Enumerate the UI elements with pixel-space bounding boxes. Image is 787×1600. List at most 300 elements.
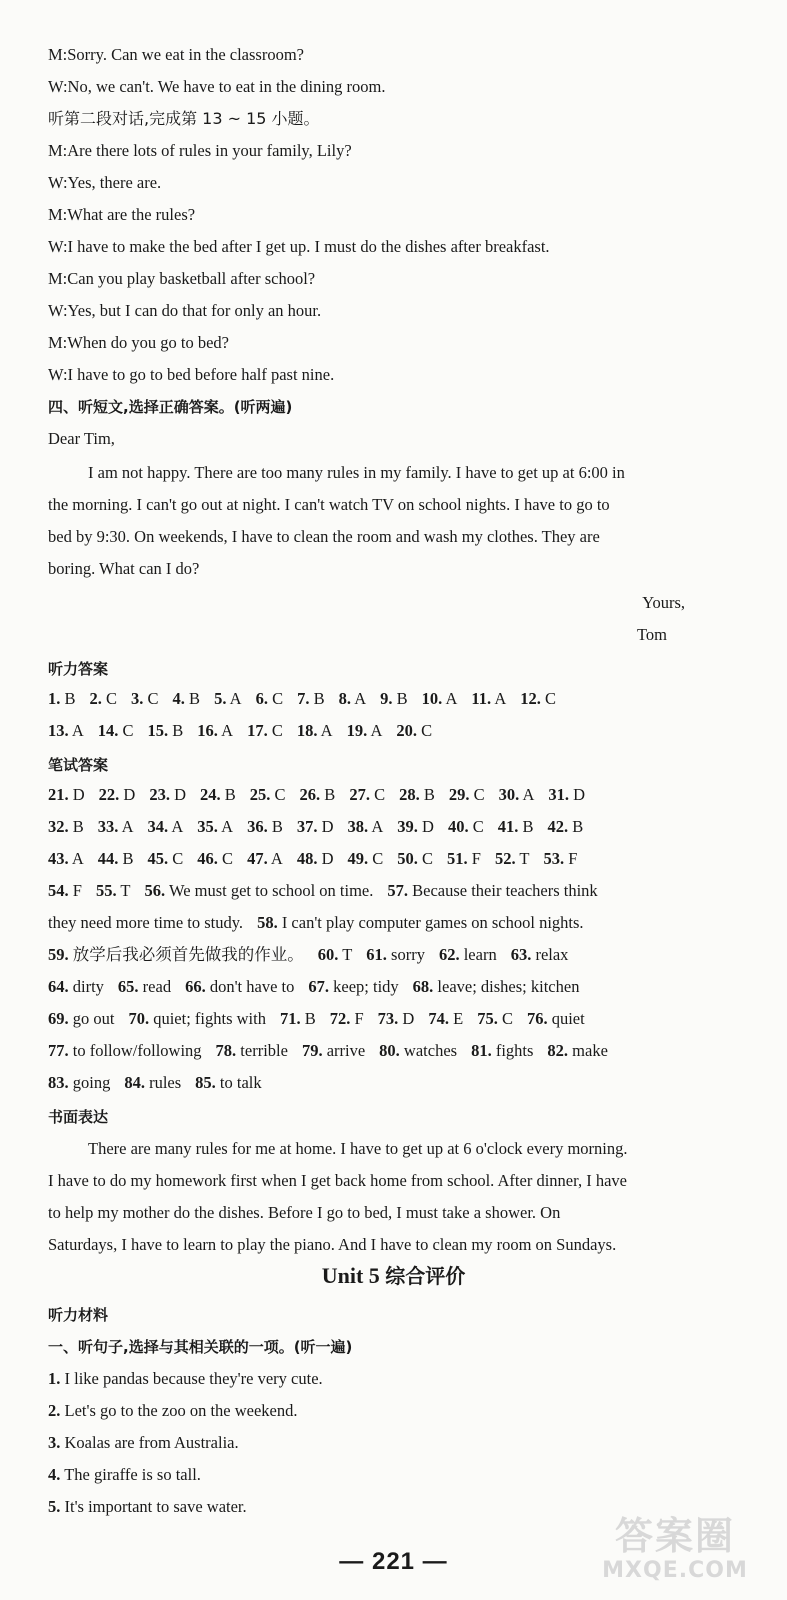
- answer-value: sorry: [391, 945, 425, 964]
- answer-value: D: [402, 1009, 415, 1028]
- answer-item: [413, 976, 580, 998]
- letter-salutation: Dear Tim,: [48, 429, 115, 448]
- answer-item: [439, 944, 497, 966]
- answer-value: D: [321, 817, 334, 836]
- answer-value: C: [421, 721, 433, 740]
- sentence-number: 3.: [48, 1433, 61, 1452]
- answer-value: B: [304, 1009, 316, 1028]
- answer-value: dirty: [72, 977, 104, 996]
- answer-number: 17.: [247, 721, 268, 740]
- answer-item: [297, 816, 334, 838]
- answer-item: [318, 944, 353, 966]
- answer-value: A: [522, 785, 535, 804]
- answer-number: 60.: [317, 945, 339, 964]
- answer-value: B: [271, 817, 283, 836]
- answer-number: 36.: [247, 817, 268, 836]
- letter-body-line: I am not happy. There are too many rules in my family. I have to get up at 6:00 in: [88, 463, 625, 482]
- letter-body-line: bed by 9:30. On weekends, I have to clean the room and wash my clothes. They are: [48, 527, 600, 546]
- answer-value: read: [142, 977, 172, 996]
- dialogue-line: W:No, we can't. We have to eat in the dining room.: [48, 77, 386, 96]
- answer-number: 64.: [48, 977, 69, 996]
- answer-value: F: [568, 849, 578, 868]
- written-answers-heading: 笔试答案: [48, 756, 109, 774]
- answer-value: C: [147, 689, 159, 708]
- answer-number: 82.: [547, 1041, 569, 1060]
- answer-item: [48, 848, 84, 870]
- answer-number: 78.: [215, 1041, 237, 1060]
- sentence-text: I like pandas because they're very cute.: [64, 1369, 323, 1388]
- answer-item: [197, 720, 233, 742]
- answer-number: 39.: [397, 817, 418, 836]
- answer-number: 40.: [447, 817, 469, 836]
- answer-item: [499, 784, 535, 806]
- answer-value: C: [274, 785, 286, 804]
- answer-item: [99, 784, 136, 806]
- answer-value: B: [396, 689, 408, 708]
- answer-item: [195, 1072, 261, 1094]
- answer-value: B: [224, 785, 236, 804]
- answer-item: [547, 816, 583, 838]
- answer-item: [498, 816, 534, 838]
- answer-number: 6.: [255, 689, 268, 708]
- answer-number: 62.: [438, 945, 460, 964]
- answer-item: [250, 784, 286, 806]
- answer-item: [48, 976, 104, 998]
- answer-number: 3.: [131, 689, 144, 708]
- answer-item: [330, 1008, 364, 1030]
- answer-item: [148, 848, 184, 870]
- sentence-text: It's important to save water.: [64, 1497, 247, 1516]
- answer-number: 19.: [346, 721, 368, 740]
- answer-value: Because their teachers think: [412, 881, 598, 900]
- answer-item: [422, 688, 458, 710]
- answer-item: [247, 720, 283, 742]
- answer-value: go out: [72, 1009, 115, 1028]
- answer-value: to follow/following: [72, 1041, 202, 1060]
- answer-value: B: [172, 721, 184, 740]
- answer-item: [366, 944, 425, 966]
- answer-value: C: [372, 849, 384, 868]
- answer-value: keep; tidy: [333, 977, 399, 996]
- answer-value: A: [71, 849, 84, 868]
- answer-number: 71.: [279, 1009, 301, 1028]
- answer-number: 53.: [543, 849, 565, 868]
- answer-item: [48, 880, 82, 902]
- answer-item: [520, 688, 556, 710]
- answer-number: 34.: [147, 817, 169, 836]
- answer-value: A: [171, 817, 184, 836]
- answer-number: 75.: [477, 1009, 498, 1028]
- answer-number: 85.: [195, 1073, 216, 1092]
- answer-item: [471, 1040, 533, 1062]
- sentence-number: 1.: [48, 1369, 61, 1388]
- unit-title-en: Unit 5: [321, 1263, 380, 1288]
- answer-number: 83.: [48, 1073, 69, 1092]
- answer-number: 81.: [471, 1041, 492, 1060]
- dialogue-line: W:I have to make the bed after I get up. I must do the dishes after breakfast.: [48, 237, 550, 256]
- answer-value: F: [354, 1009, 364, 1028]
- answer-number: 7.: [297, 689, 310, 708]
- answer-item: [447, 848, 481, 870]
- answer-item: [300, 784, 336, 806]
- answer-number: 70.: [128, 1009, 150, 1028]
- answer-value: learn: [463, 945, 497, 964]
- answer-number: 84.: [124, 1073, 145, 1092]
- answer-value: F: [471, 849, 481, 868]
- answer-value: going: [72, 1073, 111, 1092]
- answer-number: 27.: [349, 785, 370, 804]
- answer-item: [48, 784, 85, 806]
- writing-line: I have to do my homework first when I get back home from school. After dinner, I have: [48, 1171, 627, 1190]
- answer-number: 2.: [89, 689, 102, 708]
- answer-number: 30.: [498, 785, 520, 804]
- letter-body-line: the morning. I can't go out at night. I can't watch TV on school nights. I have to go to: [48, 495, 610, 514]
- answer-value: A: [121, 817, 134, 836]
- answer-item: [48, 912, 243, 934]
- answer-item: [347, 720, 383, 742]
- answer-value: C: [272, 689, 284, 708]
- dialogue-line: W:Yes, there are.: [48, 173, 162, 192]
- answer-value: B: [522, 817, 534, 836]
- answer-item: [379, 1040, 457, 1062]
- writing-line: to help my mother do the dishes. Before I go to bed, I must take a shower. On: [48, 1203, 561, 1222]
- answer-number: 57.: [387, 881, 408, 900]
- answer-value: don't have to: [209, 977, 295, 996]
- sentence-line: [48, 1368, 747, 1390]
- letter-closing: Yours,: [642, 593, 685, 612]
- writing-line: There are many rules for me at home. I have to get up at 6 o'clock every morning.: [88, 1139, 628, 1158]
- answer-item: [96, 880, 131, 902]
- answer-item: [173, 688, 201, 710]
- answer-row: [48, 688, 747, 710]
- answer-item: [48, 1040, 202, 1062]
- answer-value: B: [122, 849, 134, 868]
- answer-value: B: [64, 689, 76, 708]
- answer-value: B: [313, 689, 325, 708]
- answer-item: [256, 688, 284, 710]
- answer-number: 74.: [428, 1009, 449, 1028]
- answer-number: 33.: [97, 817, 119, 836]
- answer-value: A: [221, 721, 234, 740]
- dialogue-line: M:Can you play basketball after school?: [48, 269, 316, 288]
- answer-value: leave; dishes; kitchen: [437, 977, 580, 996]
- answer-item: [280, 1008, 316, 1030]
- answer-value: A: [371, 817, 384, 836]
- answer-item: [128, 1008, 266, 1030]
- answer-value: rules: [149, 1073, 182, 1092]
- answer-value: relax: [535, 945, 569, 964]
- answer-item: [297, 720, 333, 742]
- answer-value: they need more time to study.: [48, 913, 244, 932]
- part1-heading: 一、听句子,选择与其相关联的一项。(听一遍): [48, 1338, 353, 1356]
- answer-item: [428, 1008, 463, 1030]
- answer-item: [349, 784, 385, 806]
- answer-value: terrible: [240, 1041, 288, 1060]
- answer-row: [48, 720, 747, 742]
- answer-number: 76.: [526, 1009, 548, 1028]
- answer-item: [257, 912, 584, 934]
- answer-row: [48, 848, 747, 870]
- answer-row: [48, 912, 747, 934]
- answer-number: 51.: [447, 849, 468, 868]
- answer-row: [48, 1008, 747, 1030]
- dialogue-line: W:I have to go to bed before half past nine.: [48, 365, 335, 384]
- answer-item: [547, 1040, 607, 1062]
- answer-value: C: [122, 721, 134, 740]
- dialogue-line: M:Sorry. Can we eat in the classroom?: [48, 45, 304, 64]
- answer-value: A: [370, 721, 383, 740]
- answer-number: 72.: [329, 1009, 351, 1028]
- answer-number: 26.: [299, 785, 321, 804]
- answer-item: [48, 688, 76, 710]
- answer-number: 56.: [144, 881, 166, 900]
- answer-number: 28.: [399, 785, 420, 804]
- answer-number: 61.: [366, 945, 387, 964]
- unit-title-cn: 综合评价: [385, 1264, 466, 1288]
- dialogue-line: M:When do you go to bed?: [48, 333, 230, 352]
- answer-item: [380, 688, 408, 710]
- answer-row: [48, 1072, 747, 1094]
- answer-value: D: [422, 817, 434, 836]
- answer-value: C: [545, 689, 557, 708]
- answer-number: 35.: [197, 817, 218, 836]
- answer-item: [378, 1008, 415, 1030]
- answer-value: B: [572, 817, 584, 836]
- answer-item: [144, 880, 373, 902]
- section-heading: 听第二段对话,完成第 13 ~ 15 小题。: [48, 109, 320, 128]
- answer-item: [399, 784, 435, 806]
- answer-value: C: [271, 721, 283, 740]
- answer-value: fights: [495, 1041, 534, 1060]
- answer-item: [348, 816, 384, 838]
- answer-number: 48.: [296, 849, 318, 868]
- sentence-line: [48, 1400, 747, 1422]
- answer-value: I can't play computer games on school nights.: [281, 913, 584, 932]
- answer-row: [48, 1040, 747, 1062]
- answer-number: 38.: [347, 817, 369, 836]
- answer-number: 59.: [48, 945, 69, 964]
- answer-number: 54.: [48, 881, 69, 900]
- answer-number: 11.: [471, 689, 492, 708]
- answer-number: 24.: [200, 785, 221, 804]
- answer-value: C: [472, 817, 484, 836]
- answer-number: 68.: [412, 977, 434, 996]
- answer-number: 18.: [296, 721, 318, 740]
- answer-value: C: [473, 785, 485, 804]
- answer-number: 52.: [494, 849, 516, 868]
- answer-item: [131, 688, 159, 710]
- answer-value: We must get to school on time.: [168, 881, 374, 900]
- answer-value: C: [222, 849, 234, 868]
- answer-number: 29.: [448, 785, 470, 804]
- sentence-number: 2.: [48, 1401, 61, 1420]
- answer-number: 49.: [347, 849, 369, 868]
- answer-value: A: [494, 689, 507, 708]
- answer-item: [544, 848, 578, 870]
- answer-item: [548, 784, 585, 806]
- answer-number: 4.: [172, 689, 185, 708]
- answer-value: C: [374, 785, 386, 804]
- answer-number: 20.: [396, 721, 417, 740]
- answer-value: C: [172, 849, 184, 868]
- answer-row: [48, 944, 747, 966]
- answer-value: T: [342, 945, 353, 964]
- answer-item: [98, 816, 134, 838]
- answer-value: F: [72, 881, 82, 900]
- answer-row: [48, 880, 747, 902]
- answer-value: A: [320, 721, 333, 740]
- answer-item: [396, 720, 432, 742]
- answer-number: 42.: [547, 817, 569, 836]
- answer-value: A: [71, 721, 84, 740]
- answer-row: [48, 976, 747, 998]
- answer-item: [448, 816, 484, 838]
- answer-value: quiet: [551, 1009, 585, 1028]
- answer-item: [247, 848, 283, 870]
- answer-number: 32.: [48, 817, 69, 836]
- answer-item: [495, 848, 530, 870]
- answer-number: 69.: [48, 1009, 69, 1028]
- listening-material-heading: 听力材料: [48, 1306, 109, 1324]
- sentence-line: [48, 1432, 747, 1454]
- answer-value: C: [501, 1009, 513, 1028]
- answer-item: [124, 1072, 181, 1094]
- answer-row: [48, 816, 747, 838]
- sentence-text: Let's go to the zoo on the weekend.: [64, 1401, 298, 1420]
- answer-item: [302, 1040, 365, 1062]
- answer-number: 43.: [48, 849, 69, 868]
- answer-number: 14.: [97, 721, 119, 740]
- unit-title: [0, 1260, 787, 1289]
- sentence-number: 5.: [48, 1497, 61, 1516]
- answer-item: [511, 944, 569, 966]
- answer-number: 37.: [296, 817, 318, 836]
- answer-number: 23.: [149, 785, 170, 804]
- answer-item: [118, 976, 171, 998]
- answer-number: 73.: [377, 1009, 399, 1028]
- answer-number: 47.: [247, 849, 268, 868]
- answer-value: watches: [403, 1041, 458, 1060]
- answer-value: D: [72, 785, 85, 804]
- answer-item: [200, 784, 236, 806]
- sentence-number: 4.: [48, 1465, 61, 1484]
- answer-number: 21.: [48, 785, 69, 804]
- answer-number: 46.: [197, 849, 218, 868]
- answer-value: T: [519, 849, 530, 868]
- answer-value: T: [120, 881, 131, 900]
- answer-number: 55.: [95, 881, 117, 900]
- answer-item: [449, 784, 485, 806]
- answer-value: D: [321, 849, 334, 868]
- answer-item: [149, 784, 186, 806]
- writing-line: Saturdays, I have to learn to play the piano. And I have to clean my room on Sundays.: [48, 1235, 617, 1254]
- answer-item: [471, 688, 506, 710]
- answer-number: 66.: [185, 977, 206, 996]
- sentence-line: [48, 1464, 747, 1486]
- answer-number: 41.: [497, 817, 519, 836]
- listening-answers-heading: 听力答案: [48, 660, 109, 678]
- answer-item: [527, 1008, 585, 1030]
- answer-item: [216, 1040, 288, 1062]
- answer-number: 79.: [301, 1041, 323, 1060]
- answer-item: [90, 688, 118, 710]
- answer-number: 10.: [421, 689, 443, 708]
- answer-number: 16.: [197, 721, 218, 740]
- answer-row: [48, 784, 747, 806]
- answer-number: 58.: [257, 913, 278, 932]
- answer-item: [148, 816, 184, 838]
- dialogue-line: M:What are the rules?: [48, 205, 196, 224]
- answer-value: arrive: [326, 1041, 366, 1060]
- answer-item: [339, 688, 367, 710]
- answer-value: A: [354, 689, 367, 708]
- letter-body-line: boring. What can I do?: [48, 559, 200, 578]
- answer-number: 67.: [308, 977, 329, 996]
- answer-item: [197, 848, 233, 870]
- answer-item: [98, 720, 134, 742]
- answer-item: [98, 848, 134, 870]
- answer-value: D: [123, 785, 136, 804]
- answer-value: B: [72, 817, 84, 836]
- answer-item: [247, 816, 283, 838]
- answer-value: C: [422, 849, 434, 868]
- answer-item: [148, 720, 184, 742]
- answer-number: 13.: [48, 721, 69, 740]
- answer-value: to talk: [219, 1073, 262, 1092]
- answer-item: [348, 848, 384, 870]
- answer-item: [477, 1008, 513, 1030]
- answer-number: 65.: [117, 977, 139, 996]
- answer-item: [48, 944, 304, 966]
- answer-item: [387, 880, 597, 902]
- answer-number: 22.: [98, 785, 120, 804]
- answer-number: 12.: [520, 689, 541, 708]
- answer-value: quiet; fights with: [153, 1009, 266, 1028]
- answer-value: D: [573, 785, 586, 804]
- answer-number: 25.: [249, 785, 271, 804]
- letter-signature: Tom: [636, 625, 667, 644]
- answer-value: A: [221, 817, 234, 836]
- answer-value: B: [324, 785, 336, 804]
- writing-heading: 书面表达: [48, 1108, 109, 1126]
- answer-value: A: [445, 689, 458, 708]
- sentence-text: Koalas are from Australia.: [64, 1433, 239, 1452]
- answer-item: [48, 720, 84, 742]
- answer-item: [48, 816, 84, 838]
- answer-item: [397, 816, 434, 838]
- answer-number: 63.: [510, 945, 532, 964]
- answer-value: B: [189, 689, 201, 708]
- sentence-text: The giraffe is so tall.: [64, 1465, 201, 1484]
- answer-item: [48, 1008, 114, 1030]
- answer-number: 1.: [48, 689, 61, 708]
- answer-item: [297, 848, 334, 870]
- answer-item: [297, 688, 325, 710]
- watermark-top: 答案圈: [614, 1514, 735, 1558]
- answer-value: D: [174, 785, 187, 804]
- answer-value: C: [106, 689, 118, 708]
- answer-number: 31.: [548, 785, 569, 804]
- answer-item: [397, 848, 433, 870]
- answer-number: 45.: [147, 849, 169, 868]
- answer-number: 8.: [338, 689, 351, 708]
- answer-item: [308, 976, 398, 998]
- answer-item: [185, 976, 294, 998]
- watermark-bottom: MXQE.COM: [602, 1558, 748, 1583]
- answer-number: 9.: [380, 689, 393, 708]
- answer-number: 5.: [214, 689, 227, 708]
- watermark-logo: [575, 1514, 775, 1594]
